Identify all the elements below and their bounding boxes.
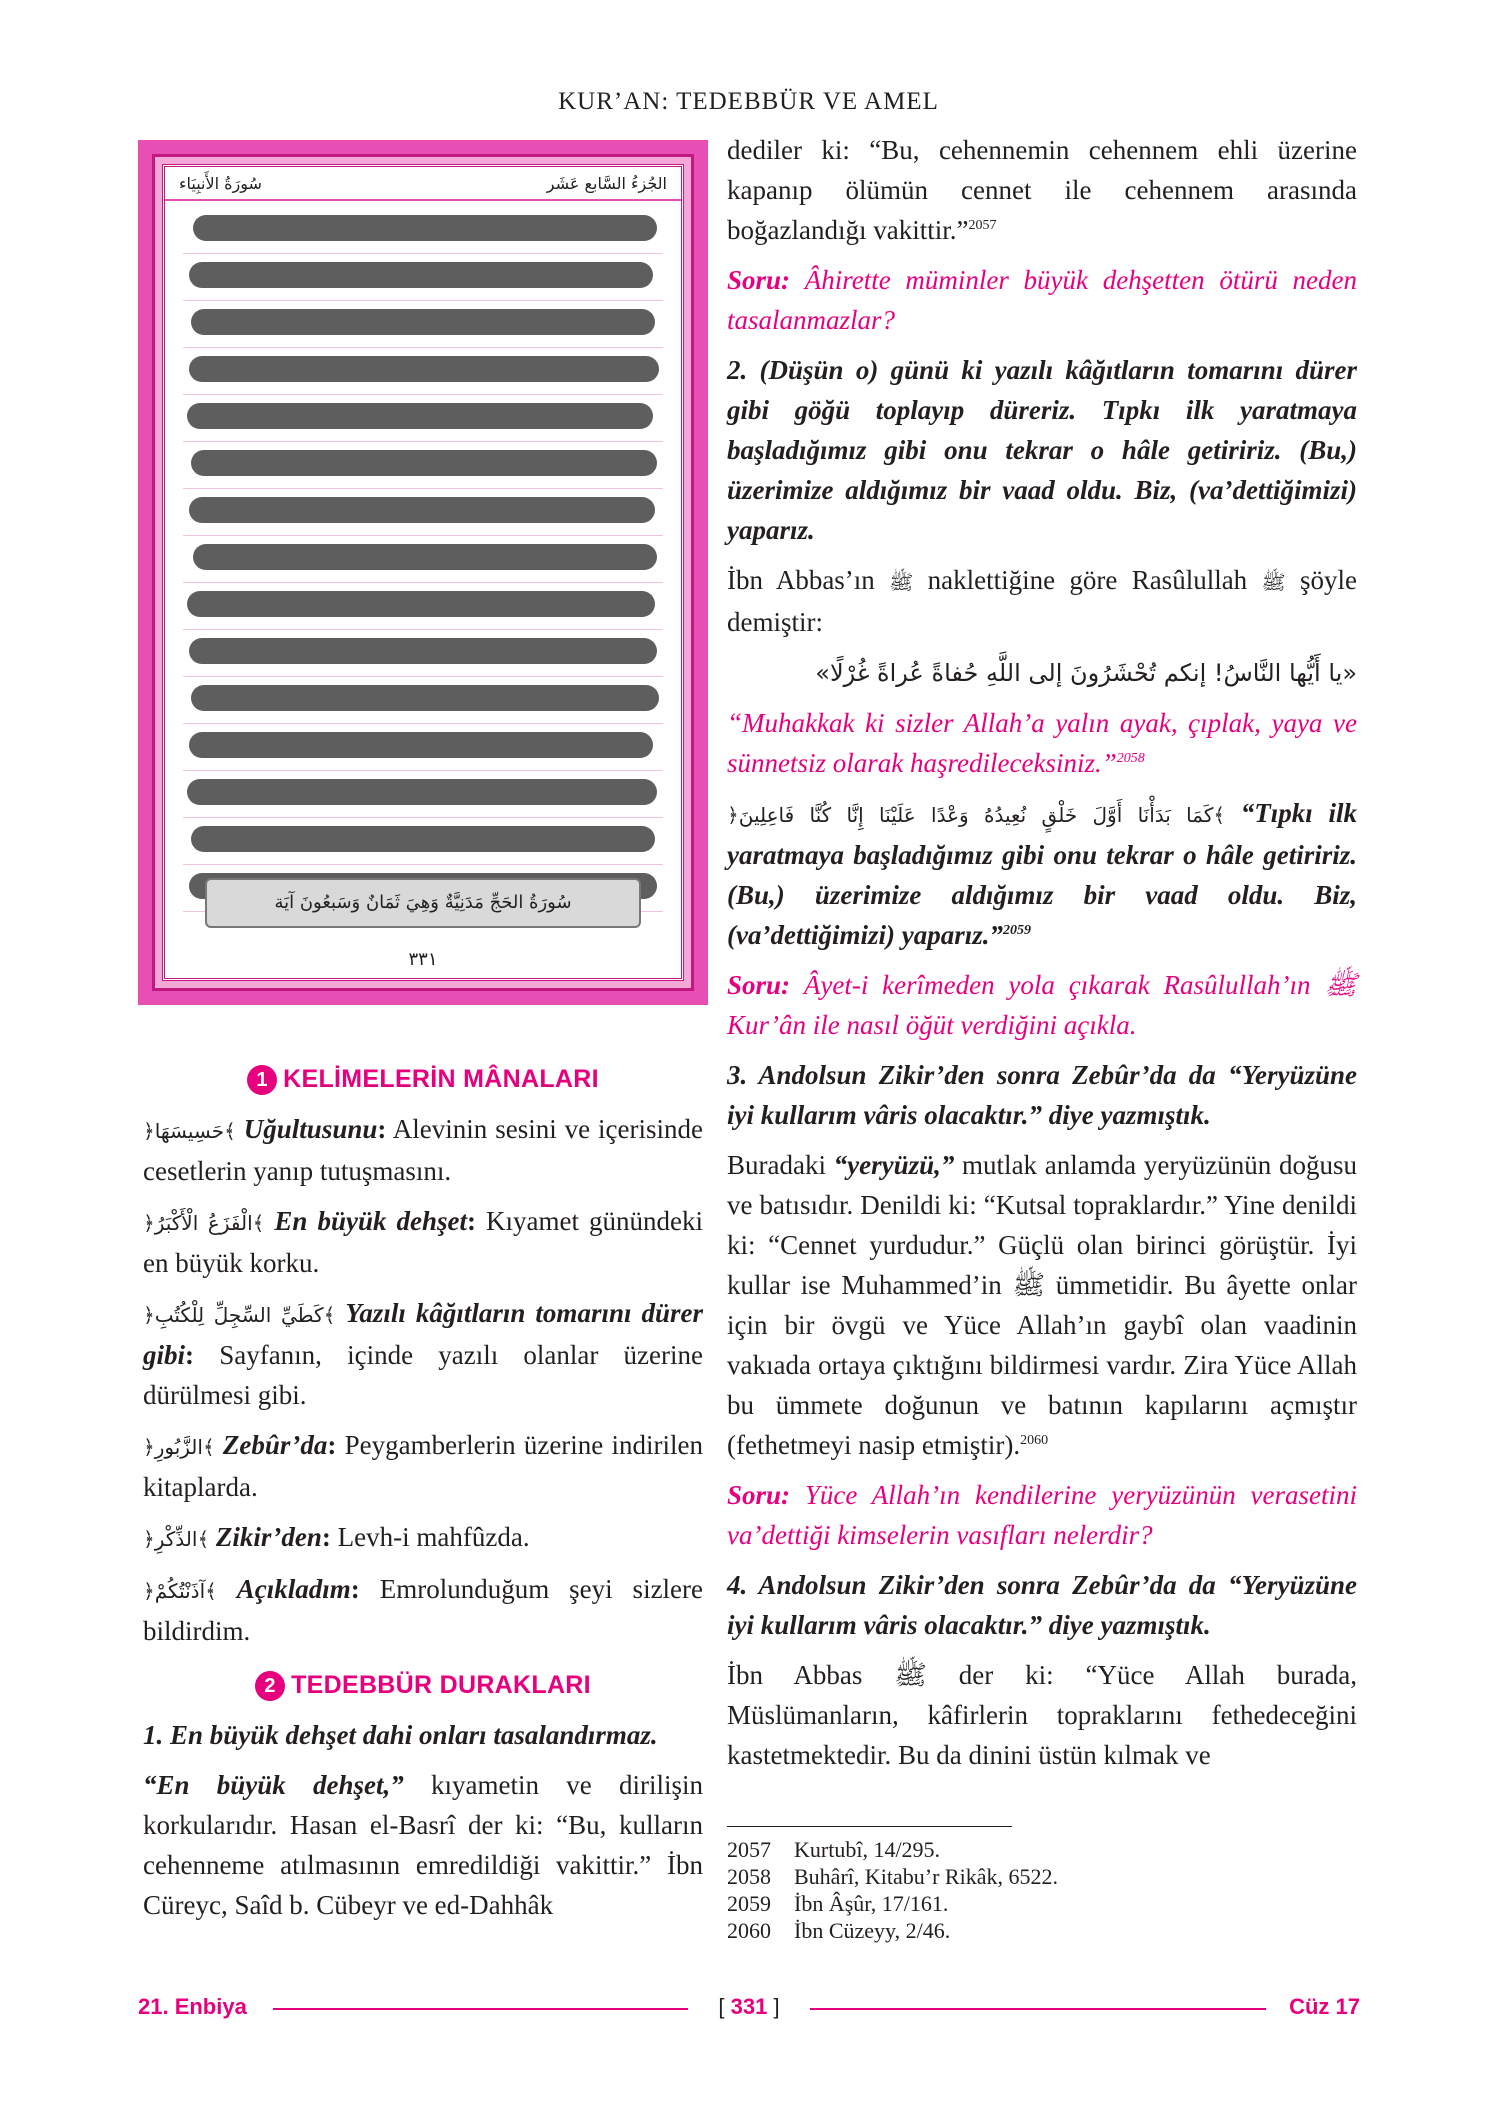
paragraph: İbn Abbas ﷺ der ki: “Yüce Allah burada, Müslümanların, kâfirlerin topraklarını fethedeceğini kastetmektedir. Bu da dinini üstün kılmak ve [727, 1660, 1357, 1770]
footnotes [727, 1836, 1367, 1944]
hadith-arabic [727, 652, 1357, 693]
term-separator: : [321, 1522, 331, 1552]
mushaf-line [183, 207, 663, 254]
question-text: Âhirette müminler büyük dehşetten ötürü neden tasalanmazlar? [727, 265, 1357, 335]
hadith-arabic-text: «يا أَيُّها النَّاسُ! إنكم تُحْشَرُونَ إلى اللَّهِ حُفاةً عُراةً غُرْلًا» [815, 659, 1357, 687]
definition: Kıyamet günündeki en büyük korku. [143, 1206, 703, 1278]
vocab-entry [143, 1425, 703, 1507]
paragraph-text: naklettiğine göre Rasûlullah [913, 565, 1262, 595]
arabic-word: ﴿آذَنْتُكُمْ﴾ [143, 1579, 217, 1603]
section-1-title-text: KELİMELERİN MÂNALARI [283, 1065, 599, 1093]
hadith-translation-text: “Muhakkak ki sizler Allah’a yalın ayak, çıplak, yaya ve sünnetsiz olarak haşredileceksiniz.” [727, 708, 1357, 778]
question [727, 260, 1357, 340]
question-label: Soru: [727, 1480, 791, 1510]
paragraph-text: kıyametin ve dirilişin korkularıdır. Hasan el-Basrî der ki: “Bu, kulların cehenneme atılmasının emredildiği vakittir.” İbn Cüreyc, Saîd b. Cübeyr ve ed-Dahhâk [143, 1770, 703, 1920]
reflection-heading-1: 1. En büyük dehşet dahi onları tasalandırmaz. [143, 1720, 658, 1750]
mushaf-line [183, 395, 663, 442]
section-2-number: 2 [255, 1671, 285, 1701]
footer-sura: 21. Enbiya [138, 1994, 247, 2019]
mushaf-line [183, 677, 663, 724]
mushaf-inner [162, 164, 684, 981]
footnote-rule [727, 1826, 1012, 1827]
term: Açıkladım [236, 1574, 351, 1604]
paragraph [727, 560, 1357, 642]
vocab-entry [143, 1201, 703, 1283]
footnote-number: 2057 [727, 1837, 771, 1862]
reflection-heading-2: 2. (Düşün o) günü ki yazılı kâğıtların tomarını dürer gibi göğü toplayıp düreriz. Tıpkı ilk yaratmaya başladığımız gibi onu tekrar o hâle getiririz. (Bu,) üzerimize aldığımız bir vaad oldu. Biz, (va’dettiğimizi) yaparız. [727, 355, 1357, 545]
footnote-number: 2058 [727, 1864, 771, 1889]
paragraph-text: İbn Abbas’ın [727, 565, 890, 595]
footer-page-number [694, 1994, 804, 2020]
mushaf-line [183, 630, 663, 677]
definition: Levh-i mahfûzda. [330, 1522, 530, 1552]
footnote-ref: 2058 [1116, 751, 1145, 766]
footnote [727, 1917, 1367, 1944]
footnote-number: 2059 [727, 1891, 771, 1916]
left-column [143, 1065, 703, 1935]
right-column [727, 130, 1357, 1785]
term-separator: : [327, 1430, 337, 1460]
page-footer [138, 1990, 1360, 2026]
section-1-number: 1 [247, 1065, 277, 1095]
term-separator: : [185, 1340, 195, 1370]
footnote-number: 2060 [727, 1918, 771, 1943]
footnote [727, 1863, 1367, 1890]
arabic-word: ﴿الذِّكْرِ﴾ [143, 1527, 210, 1551]
question-text: Yüce Allah’ın kendilerine yeryüzünün verasetini va’dettiği kimselerin vasıfları nelerdir? [727, 1480, 1357, 1550]
mushaf-header [165, 167, 681, 201]
mushaf-page-number: ٣٣١ [408, 949, 438, 970]
term-separator: : [350, 1574, 360, 1604]
mushaf-line [183, 536, 663, 583]
footnote-text: Buhârî, Kitabu’r Rikâk, 6522. [794, 1864, 1058, 1889]
footnote-ref: 2057 [968, 218, 997, 233]
arabic-word: ﴿الْفَزَعُ الْأَكْبَرُ﴾ [143, 1211, 265, 1235]
honorific-icon: ﷺ [1261, 570, 1286, 594]
reflection-heading-4: 4. Andolsun Zikir’den sonra Zebûr’da da “Yeryüzüne iyi kullarım vâris olacaktır.” diye yazmıştık. [727, 1570, 1357, 1640]
bracket: ] [773, 1994, 780, 2019]
ayah-quote [727, 793, 1357, 955]
mushaf-line [183, 724, 663, 771]
mushaf-sura-name: سُورَةُ الأَنبِيَاء [179, 173, 262, 193]
footnote-ref: 2060 [1020, 1433, 1049, 1448]
section-2-title-text: TEDEBBÜR DURAKLARI [291, 1671, 591, 1699]
question-text: Âyet-i kerîmeden yola çıkarak Rasûlullah’ın ﷺ Kur’ân ile nasıl öğüt verdiğini açıkla. [727, 970, 1357, 1040]
mushaf-line [183, 818, 663, 865]
footnote-ref: 2059 [1002, 923, 1031, 938]
mushaf-page-image [138, 140, 708, 1005]
mushaf-line [183, 254, 663, 301]
mushaf-line [183, 348, 663, 395]
definition: Emrolunduğum şeyi sizlere bildirdim. [143, 1574, 704, 1646]
mushaf-text-lines [165, 201, 681, 912]
term: “En büyük dehşet,” [143, 1770, 404, 1800]
term-separator: : [377, 1114, 387, 1144]
section-1-title [143, 1065, 703, 1095]
paragraph-text: dediler ki: “Bu, cehennemin cehennem ehli üzerine kapanıp ölümün cennet ile cehennem arasında boğazlandığı vakittir.” [727, 135, 1357, 245]
paragraph [727, 1145, 1357, 1465]
mushaf-sura-banner: سُورَةُ الحَجِّ مَدَنِيَّةٌ وَهِيَ ثَمَانٌ وَسَبعُونَ آيَة [205, 878, 641, 928]
term: Zebûr’da [222, 1430, 328, 1460]
reflection-heading-3: 3. Andolsun Zikir’den sonra Zebûr’da da “Yeryüzüne iyi kullarım vâris olacaktır.” diye yazmıştık. [727, 1060, 1357, 1130]
footnote-text: Kurtubî, 14/295. [794, 1837, 941, 1862]
hadith-translation [727, 703, 1357, 783]
mushaf-line [183, 442, 663, 489]
mushaf-line [183, 301, 663, 348]
vocab-entry [143, 1569, 703, 1651]
mushaf-line [183, 583, 663, 630]
term: Uğultusunu [243, 1114, 378, 1144]
question [727, 1475, 1357, 1555]
question-label: Soru: [727, 970, 791, 1000]
term: Zikir’den [215, 1522, 322, 1552]
question [727, 965, 1357, 1045]
footer-rule-right [810, 2008, 1266, 2010]
footnote [727, 1836, 1367, 1863]
definition: Peygamberlerin üzerine indirilen kitaplarda. [143, 1430, 703, 1502]
mushaf-line [183, 771, 663, 818]
mushaf-juz-name: الجُزءُ السَّابع عَشَر [546, 173, 667, 193]
footer-rule-left [273, 2008, 688, 2010]
section-2-title [143, 1671, 703, 1701]
vocab-entry [143, 1293, 703, 1415]
term: Yazılı kâğıtların tomarını dürer gibi [143, 1298, 704, 1370]
footnote-text: İbn Cüzeyy, 2/46. [794, 1918, 951, 1943]
term: “yeryüzü,” [833, 1150, 955, 1180]
running-head: KUR’AN: TEDEBBÜR VE AMEL [558, 88, 939, 115]
term-separator: : [466, 1206, 476, 1236]
arabic-word: ﴿حَسِيسَهَا﴾ [143, 1119, 236, 1143]
vocab-entry [143, 1109, 703, 1191]
footer-juz: Cüz 17 [1289, 1994, 1360, 2019]
definition: Alevinin sesini ve içerisinde cesetlerin yanıp tutuşmasını. [143, 1114, 704, 1186]
reflection-paragraph [143, 1765, 703, 1925]
mushaf-line [183, 489, 663, 536]
ayah-translation: “Tıpkı ilk yaratmaya başladığımız gibi onu tekrar o hâle getiririz. (Bu,) üzerimize aldığımız bir vaad oldu. Biz, (va’dettiğimizi) yaparız.” [727, 798, 1358, 950]
page-number: 331 [730, 1994, 768, 2019]
ayah-arabic: ﴿كَمَا بَدَأْنَا أَوَّلَ خَلْقٍ نُعِيدُهُ وَعْدًا عَلَيْنَا إِنَّا كُنَّا فَاعِلِينَ﴾ [727, 803, 1226, 827]
paragraph-text: mutlak anlamda yeryüzünün doğusu ve batısıdır. Denildi ki: “Kutsal topraklardır.” Yine denildi ki: “Cennet yurdudur.” Güçlü olan birinci görüştür. İyi kullar ise Muhammed’in ﷺ ümmetidir. Bu âyette onlar için bir övgü ve Yüce Allah’ın gaybî olan vaadinin vakıada ortaya çıktığını bildirmesi vardır. Zira Yüce Allah bu ümmete doğunun ve batının kapılarını açmıştır (fethetmeyi nasip etmiştir). [727, 1150, 1357, 1460]
bracket: [ [718, 1994, 725, 2019]
vocab-entry [143, 1517, 703, 1559]
arabic-word: ﴿الزَّبُورِ﴾ [143, 1435, 215, 1459]
paragraph-text: Buradaki [727, 1150, 834, 1180]
paragraph [727, 130, 1357, 250]
footnote-text: İbn Âşûr, 17/161. [794, 1891, 949, 1916]
arabic-word: ﴿كَطَيِّ السِّجِلِّ لِلْكُتُبِ﴾ [143, 1303, 336, 1327]
honorific-icon: ﷺ [889, 570, 914, 594]
term: En büyük dehşet [274, 1206, 467, 1236]
question-label: Soru: [727, 265, 791, 295]
definition: Sayfanın, içinde yazılı olanlar üzerine dürülmesi gibi. [143, 1340, 703, 1410]
paragraph-text: şöyle demiştir: [727, 565, 1357, 637]
footnote [727, 1890, 1367, 1917]
